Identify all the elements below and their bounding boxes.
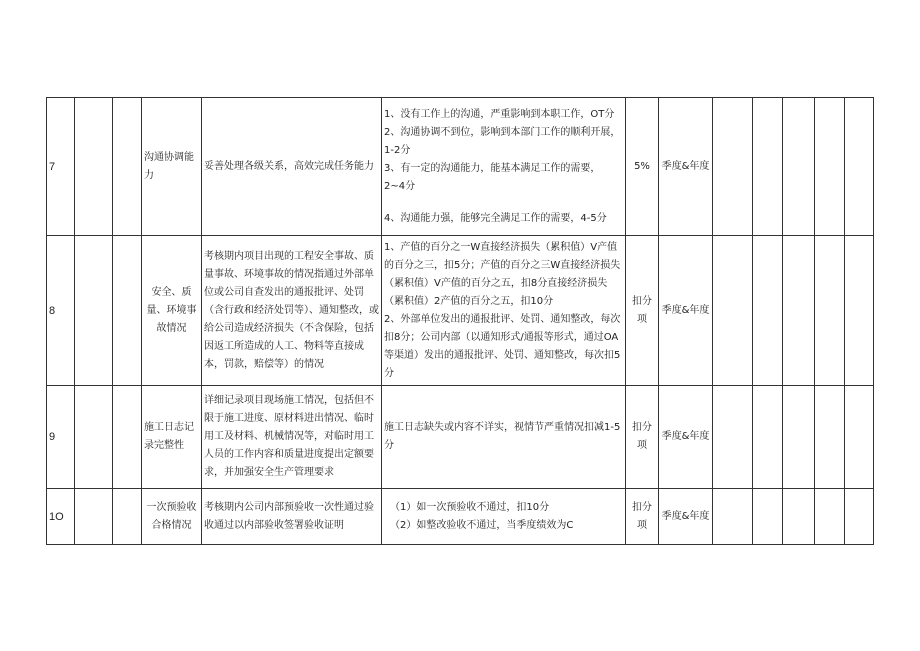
- indicator-name: 施工日志记录完整性: [142, 386, 202, 489]
- scoring-criteria: [382, 236, 626, 386]
- empty-cell: [753, 489, 783, 545]
- empty-cell: [815, 489, 845, 545]
- assessment-cycle: 季度&年度: [659, 98, 713, 236]
- empty-cell: [783, 489, 815, 545]
- empty-cell: [713, 386, 753, 489]
- indicator-description: 详细记录项目现场施工情况，包括但不限于施工进度、原材料进出情况、临时用工及材料、机械情况等，对临时用工人员的工作内容和质量进度提出定额要求，并加强安全生产管理要求: [202, 386, 382, 489]
- empty-cell: [845, 386, 874, 489]
- criteria-line: （2）如整改验收不通过，当季度绩效为C: [390, 519, 574, 531]
- empty-cell: [113, 386, 142, 489]
- criteria-line: 4、沟通能力强，能够完全满足工作的需要，4-5分: [384, 212, 607, 224]
- criteria-line: 1-2分: [384, 144, 411, 156]
- criteria-line: 1、没有工作上的沟通，严重影响到本职工作，OT分: [384, 108, 615, 120]
- empty-cell: [75, 386, 113, 489]
- indicator-name: 一次预验收合格情况: [142, 489, 202, 545]
- row-number: 1O: [47, 489, 75, 545]
- empty-cell: [815, 386, 845, 489]
- empty-cell: [75, 98, 113, 236]
- empty-cell: [845, 489, 874, 545]
- empty-cell: [75, 236, 113, 386]
- criteria-line: 2~4分: [384, 180, 416, 192]
- empty-cell: [113, 489, 142, 545]
- criteria-line: 施工日志缺失或内容不详实，视情节严重情况扣减1-5分: [384, 422, 621, 451]
- criteria-line: 2、外部单位发出的通报批评、处罚、通知整改，每次扣8分；公司内部（以通知形式/通报等形式，通过OA等渠道）发出的通报批评、处罚、通知整改，每次扣5分: [384, 313, 621, 379]
- kpi-table: [46, 97, 874, 545]
- criteria-line: 2、沟通协调不到位，影响到本部门工作的顺利开展，: [384, 126, 621, 138]
- table-row: [47, 386, 874, 489]
- assessment-cycle: 季度&年度: [659, 236, 713, 386]
- empty-cell: [753, 98, 783, 236]
- empty-cell: [815, 98, 845, 236]
- empty-cell: [713, 236, 753, 386]
- empty-cell: [713, 489, 753, 545]
- empty-cell: [845, 98, 874, 236]
- row-number: 7: [47, 98, 75, 236]
- indicator-description: 妥善处理各级关系，高效完成任务能力: [202, 98, 382, 236]
- indicator-description: 考核期内公司内部预验收一次性通过验收通过以内部验收签署验收证明: [202, 489, 382, 545]
- empty-cell: [75, 489, 113, 545]
- weight: 扣分项: [626, 236, 659, 386]
- assessment-cycle: 季度&年度: [659, 489, 713, 545]
- empty-cell: [783, 386, 815, 489]
- criteria-line: （1）如一次预验收不通过，扣10分: [390, 501, 550, 513]
- empty-cell: [113, 236, 142, 386]
- empty-cell: [113, 98, 142, 236]
- indicator-description: 考核期内项目出现的工程安全事故、质量事故、环境事故的情况指通过外部单位或公司自查发出的通报批评、处罚（含行政和经济处罚等）、通知整改，或给公司造成经济损失（不含保险，包括因返工所造成的人工、物料等直接成本，罚款，赔偿等）的情况: [202, 236, 382, 386]
- table-row: [47, 236, 874, 386]
- row-number: 8: [47, 236, 75, 386]
- table-row: [47, 489, 874, 545]
- scoring-criteria: [382, 98, 626, 236]
- weight: 扣分项: [626, 489, 659, 545]
- empty-cell: [783, 98, 815, 236]
- indicator-name: 安全、质量、环境事故情况: [142, 236, 202, 386]
- empty-cell: [713, 98, 753, 236]
- empty-cell: [753, 236, 783, 386]
- indicator-name: 沟通协调能力: [142, 98, 202, 236]
- scoring-criteria: [382, 386, 626, 489]
- empty-cell: [845, 236, 874, 386]
- assessment-cycle: 季度&年度: [659, 386, 713, 489]
- criteria-line: 3、有一定的沟通能力，能基本满足工作的需要，: [384, 162, 601, 174]
- weight: 扣分项: [626, 386, 659, 489]
- scoring-criteria: [382, 489, 626, 545]
- row-number: 9: [47, 386, 75, 489]
- criteria-line: 1、产值的百分之一W直接经济损失（累积值）V产值的百分之三，扣5分；产值的百分之三W直接经济损失（累积值）V产值的百分之五，扣8分直接经济损失（累积值）2产值的百分之五，扣10分: [384, 241, 621, 307]
- empty-cell: [753, 386, 783, 489]
- weight: 5%: [626, 98, 659, 236]
- empty-cell: [815, 236, 845, 386]
- table-row: [47, 98, 874, 236]
- empty-cell: [783, 236, 815, 386]
